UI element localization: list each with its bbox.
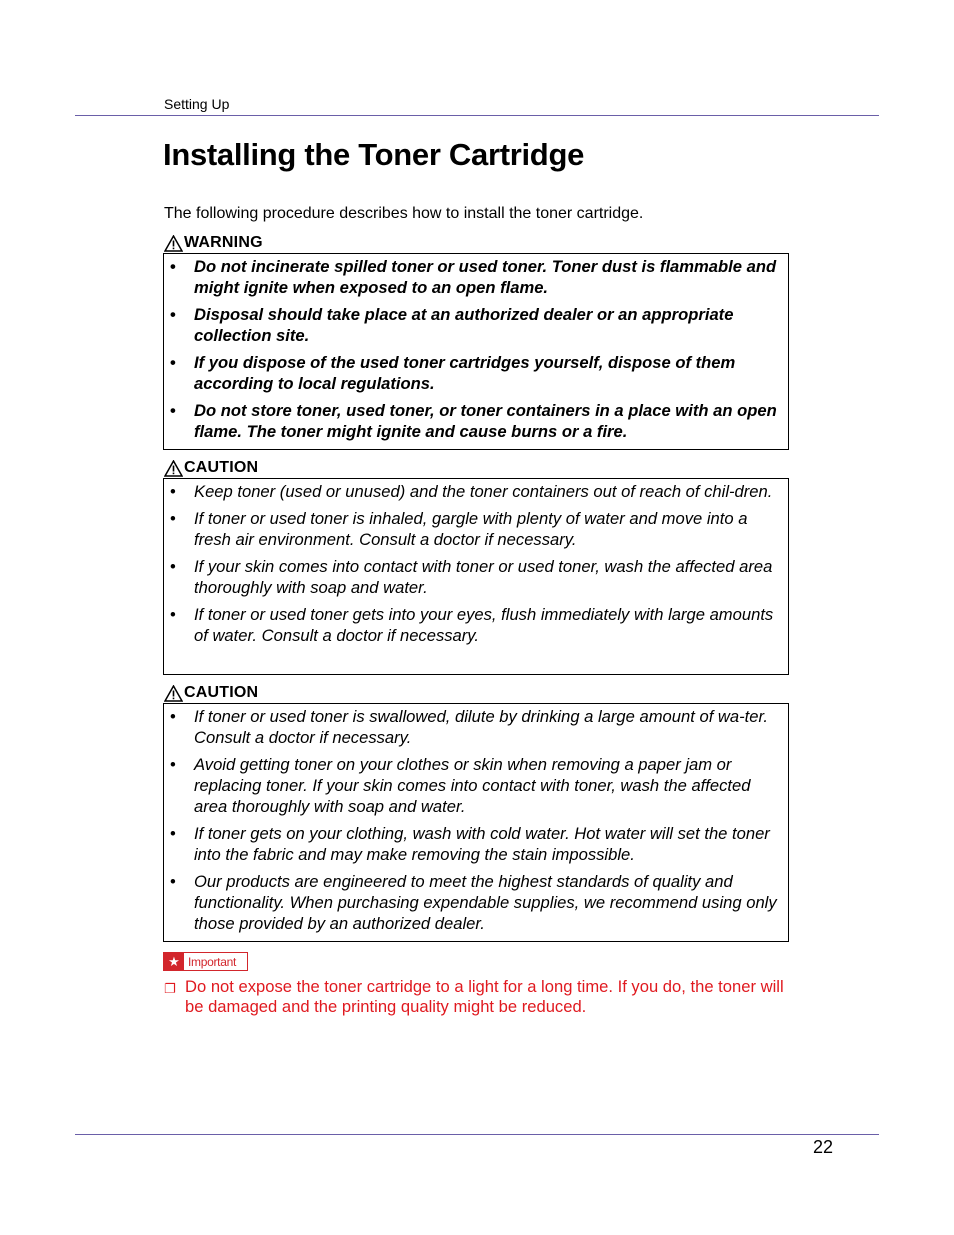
- caution-label: [164, 459, 258, 477]
- footer-rule: [75, 1134, 879, 1135]
- important-badge: [163, 952, 248, 971]
- caution-item: • If toner or used toner is inhaled, gargle with plenty of water and move into a fresh air environment. Consult a doctor if necessary.: [170, 509, 748, 549]
- caution-label-text: CAUTION: [184, 459, 259, 476]
- intro-text: The following procedure describes how to install the toner cartridge.: [164, 205, 644, 222]
- warning-label-text: WARNING: [184, 234, 263, 251]
- caution-item: • Our products are engineered to meet the highest standards of quality and functionality. When purchasing expendable supplies, we recommend using only those provided by an authorized dealer.: [170, 872, 777, 933]
- warning-item: • Disposal should take place at an authorized dealer or an appropriate collection site.: [170, 305, 734, 345]
- star-icon: ★: [164, 953, 184, 970]
- important-note-text: Do not expose the toner cartridge to a light for a long time. If you do, the toner will be damaged and the printing quality might be reduced.: [185, 977, 784, 1016]
- caution-item: • If toner or used toner is swallowed, dilute by drinking a large amount of wa-ter. Consult a doctor if necessary.: [170, 707, 769, 747]
- important-label: Important: [188, 954, 236, 969]
- warning-triangle-icon: [164, 685, 183, 702]
- page-number: 22: [813, 1137, 834, 1157]
- warning-box: [163, 253, 789, 450]
- checkbox-icon: ❐: [164, 981, 176, 996]
- warning-item: • Do not incinerate spilled toner or used toner. Toner dust is flammable and might ignite when exposed to an open flame.: [170, 257, 777, 297]
- caution-item: • Avoid getting toner on your clothes or skin when removing a paper jam or replacing toner. If your skin comes into contact with toner, wash the affected area thoroughly with soap and water.: [170, 755, 751, 816]
- caution-label: [164, 684, 258, 702]
- important-note: [164, 977, 800, 1017]
- page-title: Installing the Toner Cartridge: [163, 137, 585, 172]
- caution-item: • If your skin comes into contact with toner or used toner, wash the affected area thoroughly with soap and water.: [170, 557, 773, 597]
- warning-triangle-icon: [164, 235, 183, 252]
- warning-item: • Do not store toner, used toner, or toner containers in a place with an open flame. The toner might ignite and cause burns or a fire.: [170, 401, 777, 441]
- caution-label-text: CAUTION: [184, 684, 259, 701]
- caution-box-2: [163, 703, 789, 942]
- running-header: Setting Up: [164, 96, 230, 112]
- warning-item: • If you dispose of the used toner cartridges yourself, dispose of them according to local regulations.: [170, 353, 736, 393]
- warning-triangle-icon: [164, 460, 183, 477]
- header-rule: [75, 115, 879, 116]
- caution-item: • Keep toner (used or unused) and the toner containers out of reach of chil-dren.: [170, 482, 773, 501]
- caution-item: • If toner or used toner gets into your eyes, flush immediately with large amounts of water. Consult a doctor if necessary.: [170, 605, 774, 645]
- caution-box-1: [163, 478, 789, 675]
- warning-label: [164, 234, 263, 252]
- caution-item: • If toner gets on your clothing, wash with cold water. Hot water will set the toner into the fabric and may make removing the stain impossible.: [170, 824, 770, 864]
